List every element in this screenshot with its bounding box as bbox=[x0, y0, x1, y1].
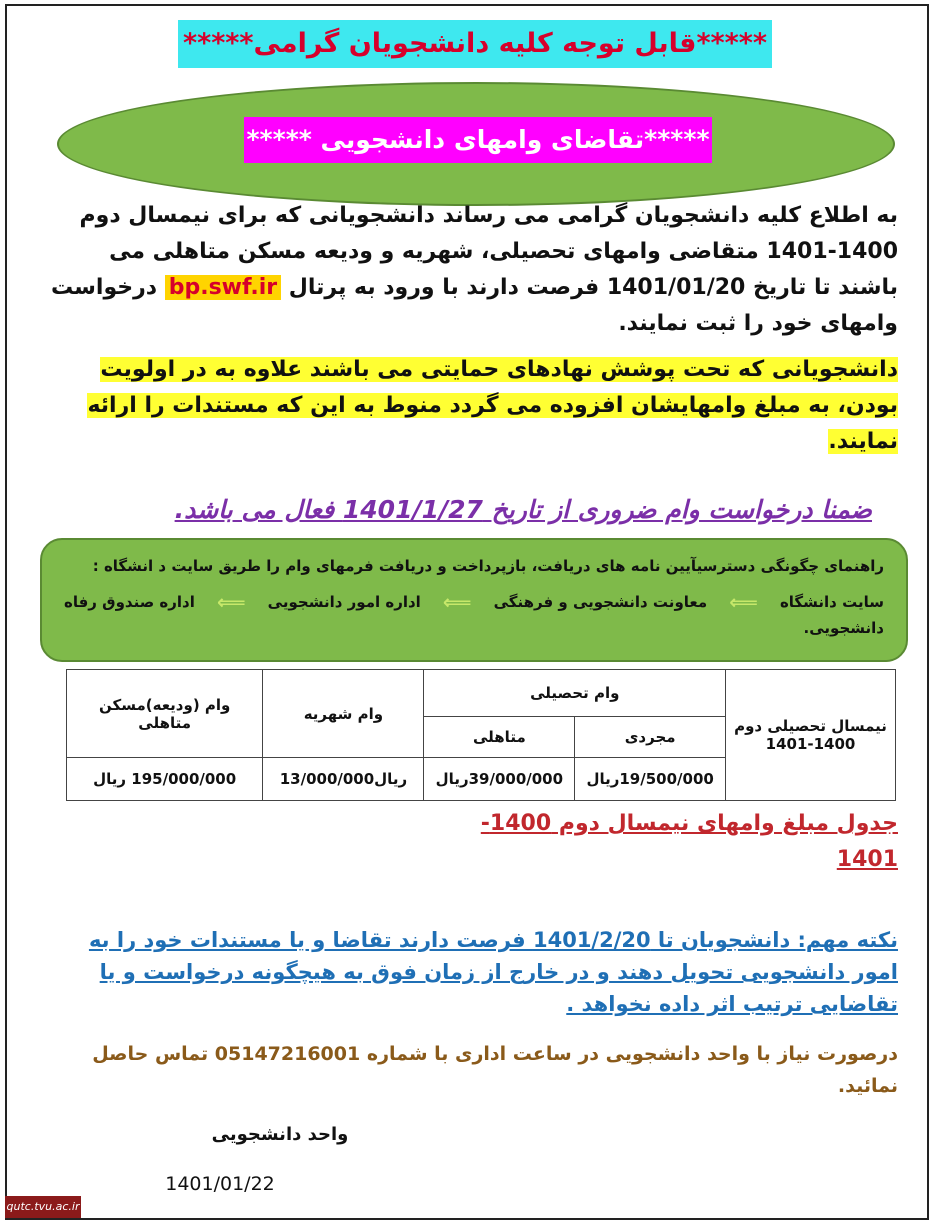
guide-steps bbox=[64, 588, 884, 616]
contact-info: درصورت نیاز با واحد دانشجویی در ساعت اداری با شماره 05147216001 تماس حاصل نمائید. bbox=[92, 1043, 898, 1097]
page-subtitle: *****تقاضای وامهای دانشجویی ***** bbox=[244, 117, 712, 163]
arrow-icon: ⟸ bbox=[442, 590, 472, 614]
housing-amount-cell: 195/000/000 ریال bbox=[67, 758, 263, 801]
announcement-text-start: به اطلاع کلیه دانشجویان گرامی می رساند دانشجویانی که برای نیمسال دوم 1400-1401 متقاضی وامهای تحصیلی، شهریه و ودیعه مسکن متاهلی می باشند تا تاریخ 1401/01/20 فرصت دارند با ورود به پرتال bbox=[79, 203, 898, 300]
arrow-icon: ⟸ bbox=[216, 590, 246, 614]
study-loan-header: وام تحصیلی bbox=[424, 670, 726, 717]
important-note: نکته مهم: دانشجویان تا 1401/2/20 فرصت دارند تقاضا و یا مستندات خود را به امور دانشجویی تحویل دهند و در خارج از زمان فوق به هیچگونه درخواست و یا تقاضایی ترتیب اثر داده نخواهد . bbox=[88, 928, 898, 1016]
page-title: *****قابل توجه کلیه دانشجویان گرامی***** bbox=[178, 20, 772, 68]
guide-step-4: اداره صندوق رفاه bbox=[64, 593, 195, 611]
signature-unit: واحد دانشجویی bbox=[211, 1124, 349, 1145]
portal-link[interactable]: bp.swf.ir bbox=[165, 275, 281, 300]
guide-step-tail: دانشجویی. bbox=[803, 619, 884, 637]
married-amount-cell: 39/000/000ریال bbox=[424, 758, 575, 801]
tuition-loan-header: وام شهریه bbox=[263, 670, 424, 758]
announcement-text-end: درخواست وامهای خود را ثبت نمایند. bbox=[50, 275, 898, 336]
loan-table bbox=[66, 669, 896, 801]
single-header: مجردی bbox=[575, 717, 726, 758]
guide-step-1: سایت دانشگاه bbox=[779, 593, 884, 611]
emergency-loan-notice: ضمنا درخواست وام ضروری از تاریخ 1401/1/27 فعال می باشد. bbox=[174, 495, 872, 524]
tuition-amount-cell: ریال13/000/000 bbox=[263, 758, 424, 801]
single-amount-cell: 19/500/000ریال bbox=[575, 758, 726, 801]
support-paragraph bbox=[50, 352, 898, 460]
guide-step-3: اداره امور دانشجویی bbox=[267, 593, 421, 611]
housing-loan-header: وام (ودیعه)مسکن متاهلی bbox=[67, 670, 263, 758]
semester-cell: نیمسال تحصیلی دوم 1400-1401 bbox=[726, 670, 896, 801]
guide-box bbox=[40, 538, 908, 662]
signature-date: 1401/01/22 bbox=[165, 1173, 275, 1195]
guide-heading: راهنمای چگونگی دسترسیآیین نامه های دریافت، بازپرداخت و دریافت فرمهای وام را طریق سایت د انشگاه : bbox=[92, 557, 884, 575]
arrow-icon: ⟸ bbox=[729, 590, 758, 614]
guide-step-2: معاونت دانشجویی و فرهنگی bbox=[493, 593, 708, 611]
site-watermark: qutc.tvu.ac.ir bbox=[5, 1196, 81, 1218]
table-caption: جدول مبلغ وامهای نیمسال دوم 1400-1401 bbox=[480, 811, 898, 872]
support-text: دانشجویانی که تحت پوشش نهادهای حمایتی می باشند علاوه به در اولویت بودن، به مبلغ وامهایشان افزوده می گردد منوط به این که مستندات را ارائه نمایند. bbox=[87, 357, 898, 454]
announcement-paragraph bbox=[50, 198, 898, 342]
married-header: متاهلی bbox=[424, 717, 575, 758]
table-row bbox=[67, 670, 896, 717]
